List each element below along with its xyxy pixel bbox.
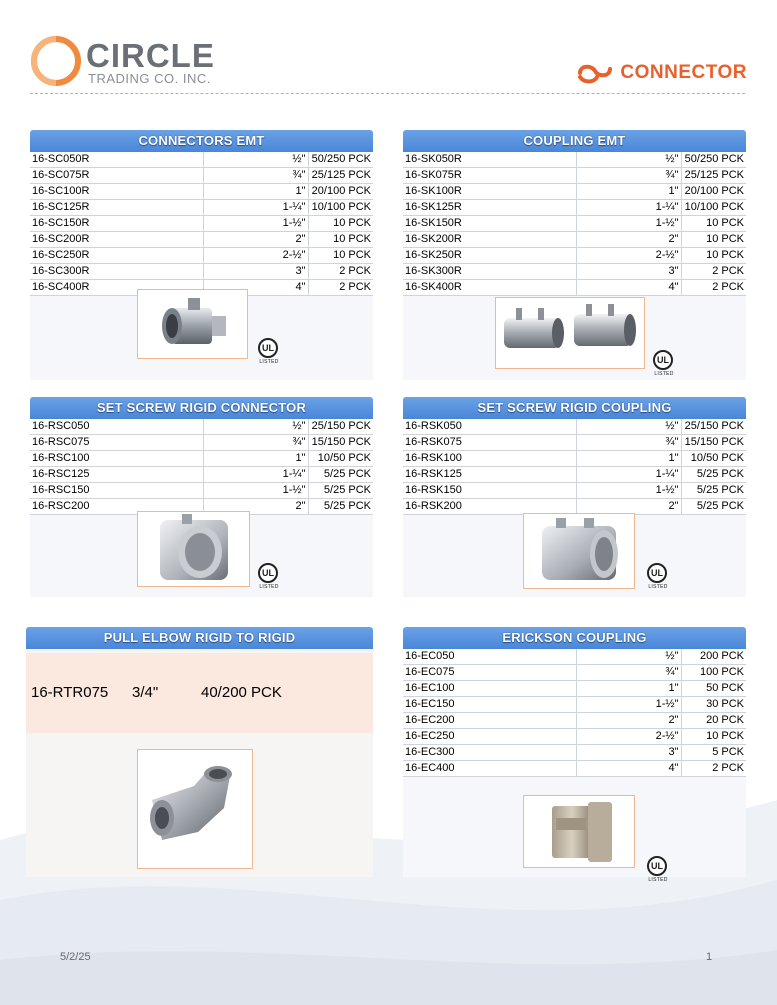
product-size: 1-¼" <box>576 467 681 483</box>
product-size: ½" <box>203 419 308 435</box>
product-size: 1" <box>576 681 681 697</box>
table-row <box>403 761 746 777</box>
product-pack: 10 PCK <box>681 216 746 232</box>
product-pack: 2 PCK <box>308 264 373 280</box>
product-code: 16-RSK050 <box>403 419 576 435</box>
product-pack: 10 PCK <box>308 216 373 232</box>
logo-subtitle: TRADING CO. INC. <box>88 71 211 86</box>
product-code: 16-SK300R <box>403 264 576 280</box>
table-row <box>403 264 746 280</box>
product-code: 16-EC075 <box>403 665 576 681</box>
product-size: 1-½" <box>576 697 681 713</box>
table-row <box>403 184 746 200</box>
product-size: 1" <box>203 184 308 200</box>
product-size: ¾" <box>203 168 308 184</box>
product-code: 16-RSK100 <box>403 451 576 467</box>
product-code: 16-RSC100 <box>30 451 203 467</box>
product-code: 16-SK100R <box>403 184 576 200</box>
erickson-coupling-image <box>524 796 634 867</box>
product-table <box>403 419 746 515</box>
product-size: 2" <box>576 499 681 515</box>
connector-brand-text: CONNECTOR <box>620 62 747 83</box>
ul-symbol: UL <box>647 856 667 876</box>
pull-elbow-image <box>138 750 252 868</box>
product-pack: 5/25 PCK <box>308 483 373 499</box>
product-table <box>30 419 373 515</box>
product-pack: 20 PCK <box>681 713 746 729</box>
product-size: 1" <box>203 451 308 467</box>
product-pack: 5/25 PCK <box>681 499 746 515</box>
section-title: COUPLING EMT <box>403 130 746 152</box>
product-image <box>137 511 250 587</box>
product-code: 16-RSK150 <box>403 483 576 499</box>
product-size: 1-¼" <box>576 200 681 216</box>
product-pack: 20/100 PCK <box>308 184 373 200</box>
product-code: 16-RSK125 <box>403 467 576 483</box>
product-size: ¾" <box>576 435 681 451</box>
table-row <box>403 467 746 483</box>
product-size: 1-½" <box>203 216 308 232</box>
product-code: 16-SK050R <box>403 152 576 168</box>
product-code: 16-RSC125 <box>30 467 203 483</box>
product-size: 2" <box>576 232 681 248</box>
product-size: ½" <box>576 649 681 665</box>
table-row <box>30 451 373 467</box>
table-row <box>30 152 373 168</box>
product-pack: 2 PCK <box>681 264 746 280</box>
product-code: 16-RSC075 <box>30 435 203 451</box>
table-row <box>403 681 746 697</box>
product-size: ½" <box>576 152 681 168</box>
product-size: 1-½" <box>203 483 308 499</box>
product-image <box>523 513 635 589</box>
product-pack: 10 PCK <box>681 232 746 248</box>
table-row <box>30 200 373 216</box>
ul-listed-icon <box>653 350 675 380</box>
table-row <box>30 168 373 184</box>
table-row <box>403 200 746 216</box>
product-size: 3" <box>576 745 681 761</box>
product-code: 16-SC150R <box>30 216 203 232</box>
ul-listed-icon <box>258 338 280 368</box>
product-code: 16-SC125R <box>30 200 203 216</box>
product-code: 16-RSK200 <box>403 499 576 515</box>
ul-label: LISTED <box>259 359 279 365</box>
product-size: 3/4" <box>132 684 159 701</box>
product-pack: 15/150 PCK <box>308 435 373 451</box>
product-size: 1" <box>576 451 681 467</box>
pull-elbow-section <box>26 627 373 877</box>
table-row <box>403 729 746 745</box>
product-size: 4" <box>203 280 308 296</box>
connectors-emt-section <box>30 130 373 380</box>
product-code: 16-RSK075 <box>403 435 576 451</box>
table-row <box>403 168 746 184</box>
product-table <box>403 649 746 777</box>
table-row <box>30 264 373 280</box>
product-code: 16-SK200R <box>403 232 576 248</box>
product-size: 2" <box>203 232 308 248</box>
product-size: ½" <box>203 152 308 168</box>
connector-brand-icon <box>576 61 614 85</box>
table-row <box>403 216 746 232</box>
product-code: 16-SK125R <box>403 200 576 216</box>
logo-name: CIRCLE <box>86 37 215 74</box>
product-code: 16-SC050R <box>30 152 203 168</box>
product-size: 4" <box>576 280 681 296</box>
section-title: SET SCREW RIGID COUPLING <box>403 397 746 419</box>
table-row <box>30 232 373 248</box>
ul-symbol: UL <box>647 563 667 583</box>
product-pack: 25/125 PCK <box>681 168 746 184</box>
product-size: 2-½" <box>203 248 308 264</box>
table-row <box>403 697 746 713</box>
product-size: ½" <box>576 419 681 435</box>
company-logo <box>30 35 230 87</box>
product-size: ¾" <box>576 168 681 184</box>
product-pack: 100 PCK <box>681 665 746 681</box>
table-row <box>30 419 373 435</box>
product-size: ¾" <box>203 435 308 451</box>
rigid-connector-image <box>138 512 249 586</box>
product-table <box>403 152 746 296</box>
table-row <box>403 451 746 467</box>
product-pack: 200 PCK <box>681 649 746 665</box>
product-pack: 25/150 PCK <box>308 419 373 435</box>
product-size: 1-½" <box>576 483 681 499</box>
product-image <box>137 749 253 869</box>
ul-listed-icon <box>258 563 280 593</box>
ul-listed-icon <box>647 563 669 593</box>
section-title: SET SCREW RIGID CONNECTOR <box>30 397 373 419</box>
product-pack: 30 PCK <box>681 697 746 713</box>
product-code: 16-EC250 <box>403 729 576 745</box>
ul-label: LISTED <box>648 584 668 590</box>
product-image <box>137 289 248 359</box>
product-pack: 40/200 PCK <box>201 684 282 701</box>
section-title: ERICKSON COUPLING <box>403 627 746 649</box>
product-size: 1-½" <box>576 216 681 232</box>
product-code: 16-RSC050 <box>30 419 203 435</box>
section-title: PULL ELBOW RIGID TO RIGID <box>26 627 373 649</box>
product-pack: 50 PCK <box>681 681 746 697</box>
section-title: CONNECTORS EMT <box>30 130 373 152</box>
product-pack: 50/250 PCK <box>308 152 373 168</box>
table-row <box>30 184 373 200</box>
table-row <box>403 665 746 681</box>
product-pack: 5/25 PCK <box>681 467 746 483</box>
product-size: 2" <box>576 713 681 729</box>
table-row <box>30 248 373 264</box>
product-code: 16-EC300 <box>403 745 576 761</box>
product-size: 3" <box>576 264 681 280</box>
product-size: 2-½" <box>576 248 681 264</box>
ul-symbol: UL <box>258 338 278 358</box>
product-size: 1" <box>576 184 681 200</box>
product-code: 16-SC075R <box>30 168 203 184</box>
product-pack: 2 PCK <box>681 761 746 777</box>
product-image <box>495 297 645 369</box>
product-pack: 5/25 PCK <box>308 467 373 483</box>
table-row <box>403 745 746 761</box>
product-pack: 5/25 PCK <box>681 483 746 499</box>
ul-symbol: UL <box>653 350 673 370</box>
product-code: 16-SK250R <box>403 248 576 264</box>
product-size: 4" <box>576 761 681 777</box>
product-pack: 10 PCK <box>308 232 373 248</box>
footer-date: 5/2/25 <box>60 951 91 963</box>
table-row <box>403 232 746 248</box>
table-row <box>403 713 746 729</box>
connector-brand <box>576 60 747 86</box>
table-row <box>403 248 746 264</box>
circle-logo-icon <box>30 35 82 87</box>
product-pack: 2 PCK <box>681 280 746 296</box>
product-pack: 15/150 PCK <box>681 435 746 451</box>
product-size: 1-¼" <box>203 200 308 216</box>
product-code: 16-EC100 <box>403 681 576 697</box>
product-size: 2" <box>203 499 308 515</box>
product-size: 3" <box>203 264 308 280</box>
product-pack: 25/125 PCK <box>308 168 373 184</box>
table-row <box>403 435 746 451</box>
product-code: 16-SC100R <box>30 184 203 200</box>
product-size: 1-¼" <box>203 467 308 483</box>
ul-label: LISTED <box>654 371 674 377</box>
erickson-coupling-section <box>403 627 746 883</box>
table-row <box>30 483 373 499</box>
product-code: 16-SC400R <box>30 280 203 296</box>
table-row <box>403 483 746 499</box>
product-pack: 5 PCK <box>681 745 746 761</box>
product-table <box>30 152 373 296</box>
product-size: 2-½" <box>576 729 681 745</box>
header-divider <box>30 93 745 94</box>
rigid-coupling-image <box>524 514 634 588</box>
table-row <box>30 435 373 451</box>
product-code: 16-SK400R <box>403 280 576 296</box>
product-code: 16-EC400 <box>403 761 576 777</box>
product-code: 16-EC150 <box>403 697 576 713</box>
product-pack: 10 PCK <box>308 248 373 264</box>
product-code: 16-EC200 <box>403 713 576 729</box>
product-pack: 2 PCK <box>308 280 373 296</box>
product-code: 16-SC250R <box>30 248 203 264</box>
ul-symbol: UL <box>258 563 278 583</box>
emt-connector-image <box>138 290 247 358</box>
product-pack: 10 PCK <box>681 729 746 745</box>
table-row <box>403 280 746 296</box>
product-code: 16-SC200R <box>30 232 203 248</box>
page-number: 1 <box>706 951 713 963</box>
coupling-emt-section <box>403 130 746 380</box>
product-pack: 10 PCK <box>681 248 746 264</box>
product-size: ¾" <box>576 665 681 681</box>
product-pack: 10/100 PCK <box>681 200 746 216</box>
product-code: 16-SC300R <box>30 264 203 280</box>
product-code: 16-SK150R <box>403 216 576 232</box>
product-image <box>523 795 635 868</box>
product-code: 16-EC050 <box>403 649 576 665</box>
table-row <box>403 152 746 168</box>
emt-coupling-image <box>496 298 644 368</box>
set-screw-rigid-connector-section <box>30 397 373 597</box>
product-pack: 10/50 PCK <box>681 451 746 467</box>
product-code: 16-RTR075 <box>31 684 109 701</box>
product-pack: 10/100 PCK <box>308 200 373 216</box>
product-pack: 25/150 PCK <box>681 419 746 435</box>
table-row <box>403 419 746 435</box>
product-pack: 5/25 PCK <box>308 499 373 515</box>
product-code: 16-RSC150 <box>30 483 203 499</box>
table-row <box>30 467 373 483</box>
ul-label: LISTED <box>648 877 668 883</box>
pull-elbow-row <box>26 653 373 733</box>
table-row <box>30 216 373 232</box>
product-code: 16-RSC200 <box>30 499 203 515</box>
product-pack: 50/250 PCK <box>681 152 746 168</box>
ul-label: LISTED <box>259 584 279 590</box>
ul-listed-icon <box>647 856 669 886</box>
product-pack: 10/50 PCK <box>308 451 373 467</box>
table-row <box>403 649 746 665</box>
product-code: 16-SK075R <box>403 168 576 184</box>
set-screw-rigid-coupling-section <box>403 397 746 597</box>
product-pack: 20/100 PCK <box>681 184 746 200</box>
